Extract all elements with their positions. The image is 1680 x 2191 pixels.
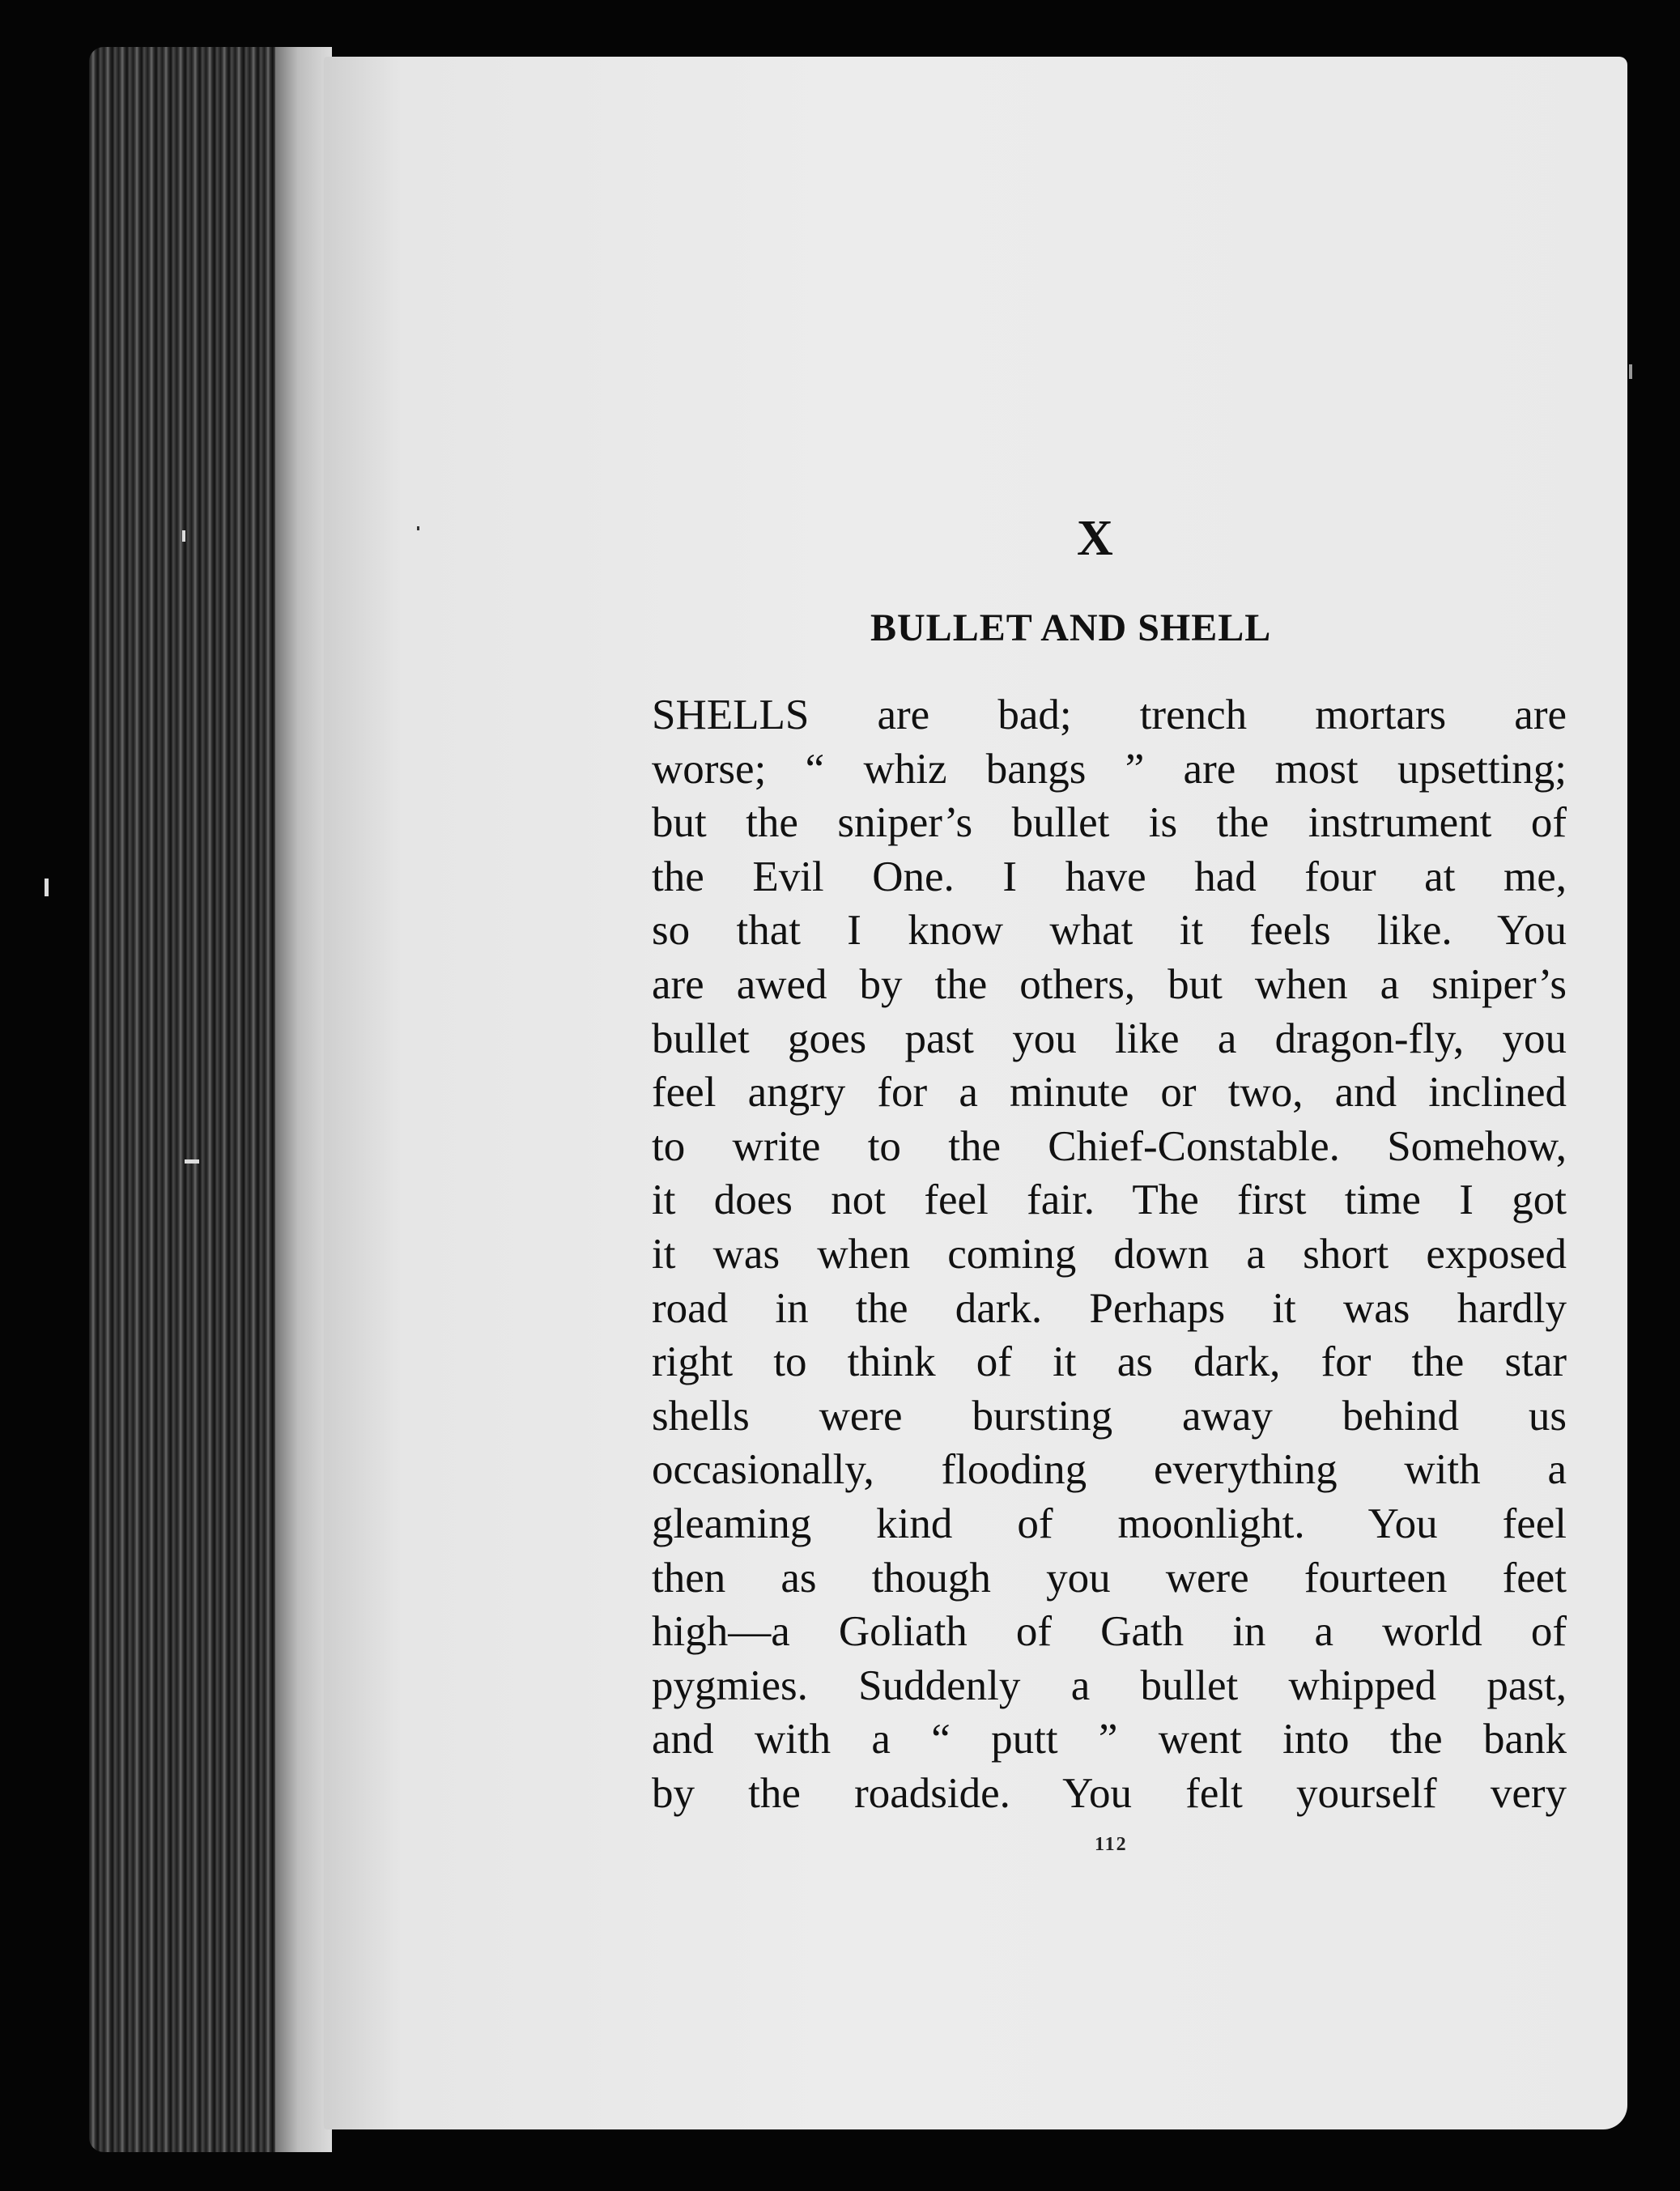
text-line: but the sniper’s bullet is the instrument of — [652, 799, 1567, 847]
text-line: shells were bursting away behind us — [652, 1392, 1567, 1440]
chapter-body-text — [652, 688, 1567, 1820]
scan-speck — [185, 1159, 199, 1164]
text-line: pygmies. Suddenly a bullet whipped past, — [652, 1661, 1567, 1709]
text-line: by the roadside. You felt yourself very — [652, 1769, 1567, 1817]
scan-speck — [417, 526, 419, 530]
chapter-title: BULLET AND SHELL — [870, 606, 1272, 649]
text-line: feel angry for a minute or two, and inclined — [652, 1069, 1567, 1117]
page-number: 112 — [1095, 1834, 1128, 1855]
text-line: and with a “ putt ” went into the bank — [652, 1716, 1567, 1763]
text-line: the Evil One. I have had four at me, — [652, 853, 1567, 900]
text-line: it was when coming down a short exposed — [652, 1230, 1567, 1278]
text-line: worse; “ whiz bangs ” are most upsetting; — [652, 745, 1567, 793]
text-line: gleaming kind of moonlight. You feel — [652, 1500, 1567, 1547]
text-line: then as though you were fourteen feet — [652, 1554, 1567, 1602]
text-line: occasionally, flooding everything with a — [652, 1446, 1567, 1494]
text-line: SHELLS are bad; trench mortars are — [652, 691, 1567, 738]
text-line: bullet goes past you like a dragon-fly, you — [652, 1015, 1567, 1062]
text-line: so that I know what it feels like. You — [652, 907, 1567, 955]
text-line: high—a Goliath of Gath in a world of — [652, 1608, 1567, 1656]
text-line: it does not feel fair. The first time I got — [652, 1176, 1567, 1224]
scan-speck — [182, 530, 185, 542]
text-line: right to think of it as dark, for the star — [652, 1338, 1567, 1386]
text-line: road in the dark. Perhaps it was hardly — [652, 1284, 1567, 1332]
scan-speck — [45, 879, 49, 896]
text-line: to write to the Chief-Constable. Somehow, — [652, 1122, 1567, 1170]
chapter-number: X — [1077, 511, 1115, 566]
book-page-edges — [89, 47, 332, 2152]
scan-speck — [1629, 364, 1632, 379]
text-line: are awed by the others, but when a sniper’s — [652, 960, 1567, 1008]
